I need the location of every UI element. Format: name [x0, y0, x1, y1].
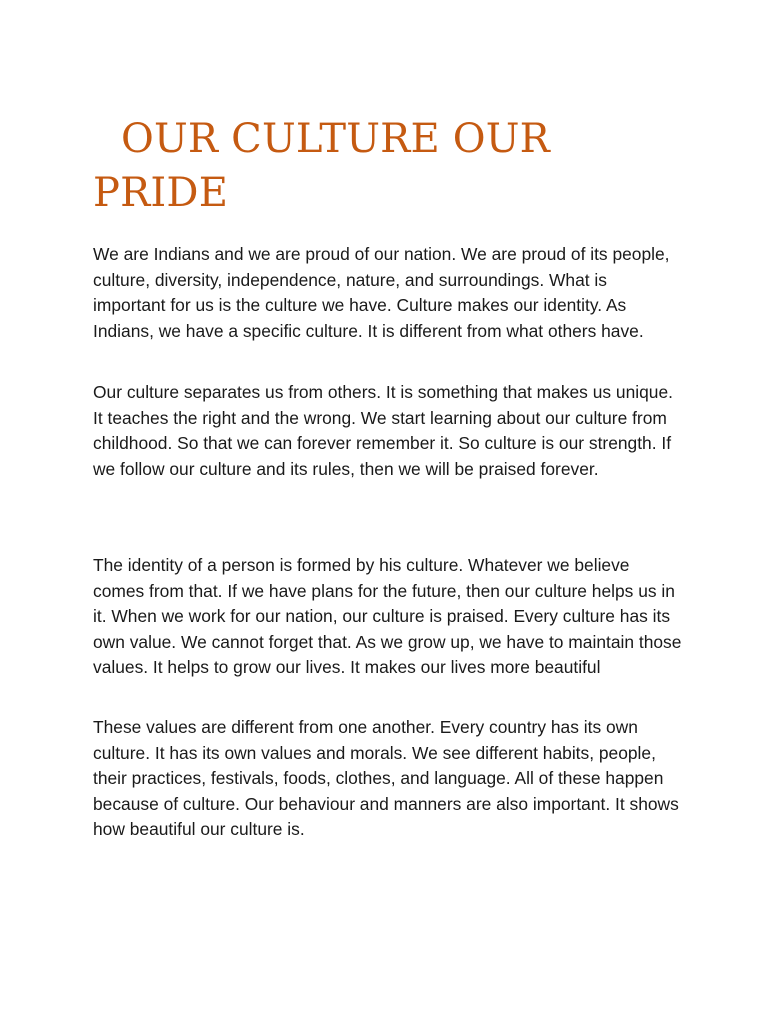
paragraph-3: The identity of a person is formed by his culture. Whatever we believe comes from that. If we have plans for the future, then our culture helps us in it. When we work for our nation, our culture is praised. Every culture has its own value. We cannot forget that. As we grow up, we have to maintain those values. It helps to grow our lives. It makes our lives more beautiful: [93, 555, 682, 677]
paragraph-4: These values are different from one another. Every country has its own culture. It has its own values and morals. We see different habits, people, their practices, festivals, foods, clothes, and language. All of these happen because of culture. Our behaviour and manners are also important. It shows how beautiful our culture is.: [93, 717, 679, 839]
paragraph-1: We are Indians and we are proud of our nation. We are proud of its people, culture, diversity, independence, nature, and surroundings. What is important for us is the culture we have. Culture makes our identity. As Indians, we have a specific culture. It is different from what others have.: [93, 244, 670, 341]
paragraph-2: Our culture separates us from others. It is something that makes us unique. It teaches the right and the wrong. We start learning about our culture from childhood. So that we can forever remember it. So culture is our strength. If we follow our culture and its rules, then we will be praised forever.: [93, 382, 673, 479]
document-title: OUR CULTURE OUR PRIDE: [93, 116, 550, 216]
